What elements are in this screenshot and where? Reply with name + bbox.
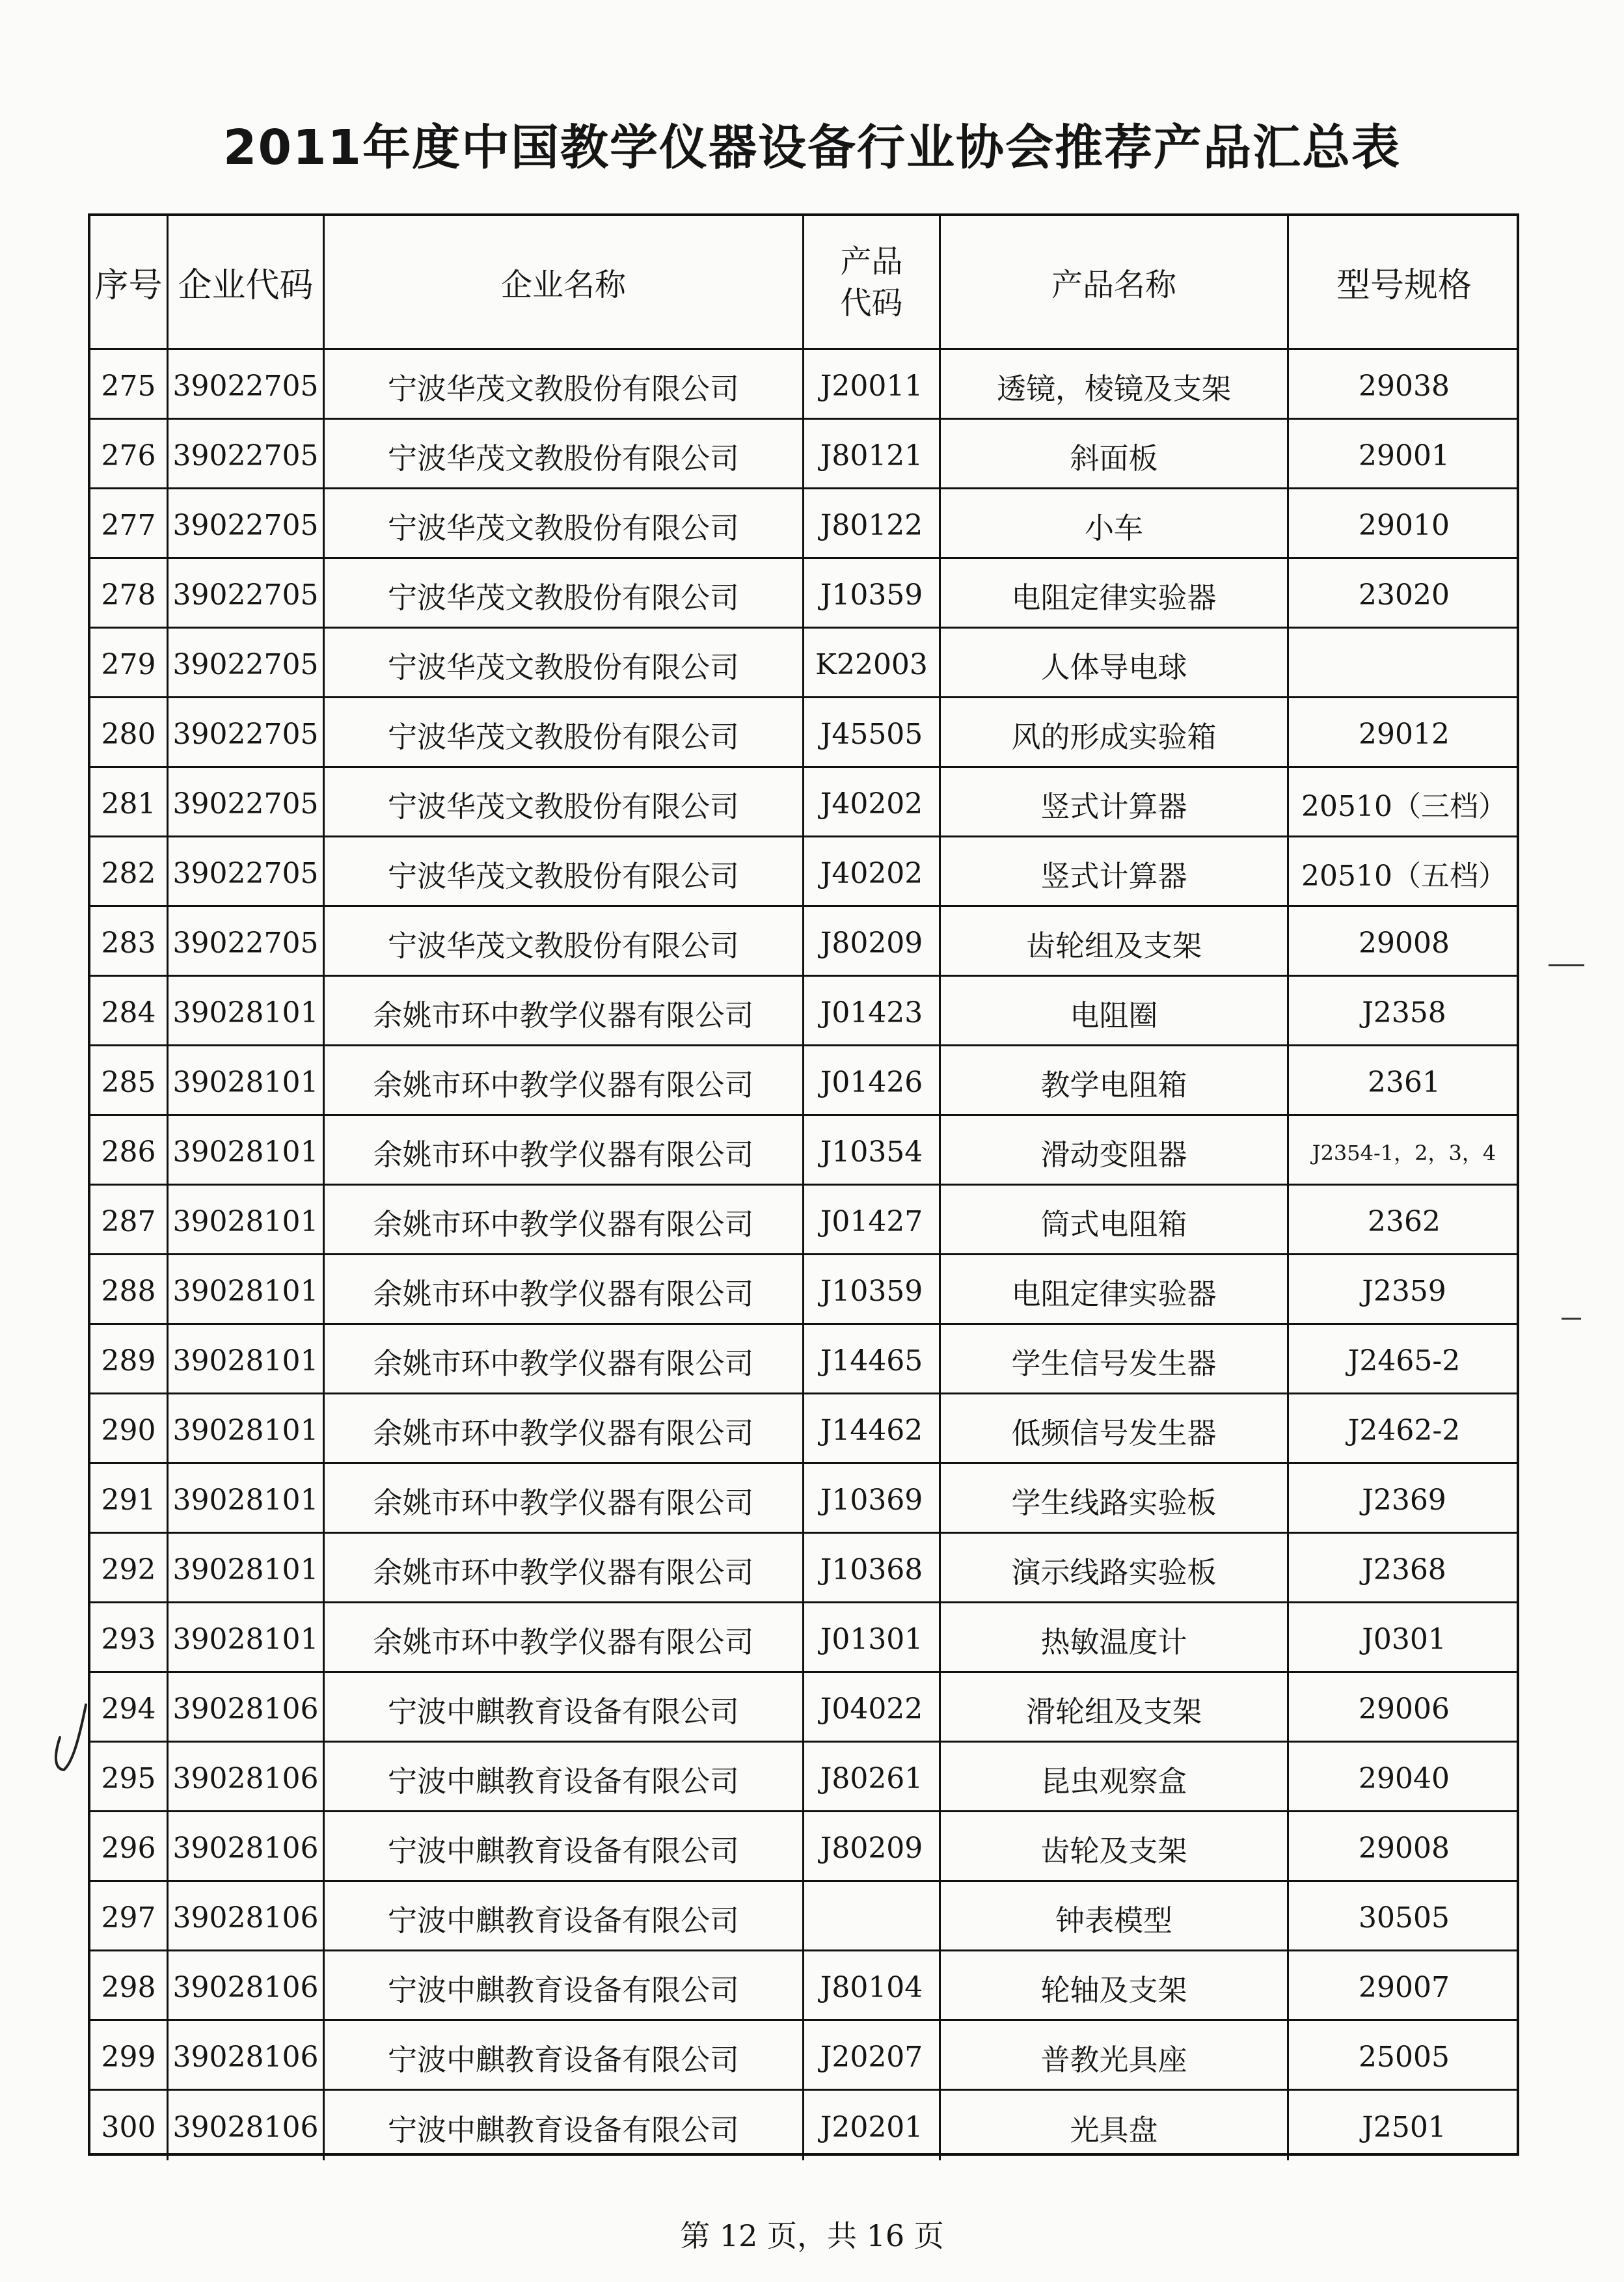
- cell-product-code: J40202: [804, 768, 941, 835]
- table-row: [90, 698, 1517, 768]
- cell-model: J2354-1，2，3，4: [1312, 1141, 1496, 1165]
- cell-model: J2359: [1362, 1274, 1446, 1308]
- cell-product-code: J20011: [804, 350, 941, 418]
- table-row: [90, 629, 1517, 698]
- table-row: [90, 2021, 1517, 2091]
- header-model: 型号规格: [1336, 266, 1472, 305]
- cell-seq: 288: [90, 1255, 169, 1323]
- table-row: [90, 2091, 1517, 2160]
- cell-company-code: 39022705: [169, 629, 325, 696]
- cell-model: 23020: [1359, 578, 1450, 612]
- cell-company-code: 39022705: [169, 559, 325, 627]
- table-row: [90, 1255, 1517, 1325]
- header-product-code-line1: 产品: [840, 243, 903, 280]
- cell-company-code: 39022705: [169, 350, 325, 418]
- cell-seq: 282: [90, 837, 169, 905]
- cell-product-name: 轮轴及支架: [941, 1951, 1289, 2019]
- table-row: [90, 1116, 1517, 1186]
- cell-product-code: J10359: [804, 1255, 941, 1323]
- scan-mark: [1549, 964, 1584, 966]
- header-product-name: 产品名称: [941, 216, 1289, 348]
- cell-company-name: 余姚市环中教学仪器有限公司: [325, 1464, 804, 1532]
- cell-company-code: 39028101: [169, 1325, 325, 1392]
- cell-company-code: 39028106: [169, 1743, 325, 1810]
- cell-company-name: 宁波华茂文教股份有限公司: [325, 698, 804, 766]
- product-table: [88, 213, 1519, 2156]
- cell-company-name: 余姚市环中教学仪器有限公司: [325, 1394, 804, 1462]
- table-row: [90, 1325, 1517, 1394]
- cell-company-code: 39022705: [169, 768, 325, 835]
- cell-product-code: [804, 1882, 941, 1949]
- cell-product-name: 筒式电阻箱: [941, 1186, 1289, 1253]
- cell-model: J2501: [1362, 2111, 1446, 2144]
- cell-company-name: 宁波中麒教育设备有限公司: [325, 1951, 804, 2019]
- cell-product-name: 电阻定律实验器: [941, 1255, 1289, 1323]
- cell-company-name: 宁波中麒教育设备有限公司: [325, 1673, 804, 1741]
- cell-model: J2358: [1362, 996, 1446, 1029]
- cell-product-name: 演示线路实验板: [941, 1534, 1289, 1601]
- cell-product-code: J40202: [804, 837, 941, 905]
- cell-product-name: 风的形成实验箱: [941, 698, 1289, 766]
- cell-company-code: 39022705: [169, 489, 325, 557]
- cell-product-code: J01426: [804, 1046, 941, 1114]
- table-row: [90, 907, 1517, 977]
- cell-company-name: 余姚市环中教学仪器有限公司: [325, 1116, 804, 1184]
- cell-company-name: 宁波中麒教育设备有限公司: [325, 1812, 804, 1880]
- cell-company-name: 余姚市环中教学仪器有限公司: [325, 1534, 804, 1601]
- cell-model: 20510（三档）: [1301, 790, 1507, 823]
- cell-product-code: J01301: [804, 1603, 941, 1671]
- table-row: [90, 768, 1517, 837]
- table-row: [90, 1534, 1517, 1603]
- header-product-code-line2: 代码: [840, 284, 903, 321]
- cell-seq: 300: [90, 2091, 169, 2160]
- cell-company-name: 宁波中麒教育设备有限公司: [325, 2021, 804, 2089]
- cell-company-code: 39028106: [169, 1673, 325, 1741]
- cell-product-name: 斜面板: [941, 420, 1289, 487]
- cell-model: J2462-2: [1347, 1413, 1461, 1447]
- cell-seq: 285: [90, 1046, 169, 1114]
- cell-seq: 286: [90, 1116, 169, 1184]
- cell-seq: 276: [90, 420, 169, 487]
- table-row: [90, 1186, 1517, 1255]
- cell-product-name: 小车: [941, 489, 1289, 557]
- cell-product-name: 滑动变阻器: [941, 1116, 1289, 1184]
- cell-product-name: 电阻定律实验器: [941, 559, 1289, 627]
- cell-seq: 290: [90, 1394, 169, 1462]
- cell-product-code: J80122: [804, 489, 941, 557]
- cell-company-code: 39028101: [169, 1116, 325, 1184]
- cell-company-name: 宁波中麒教育设备有限公司: [325, 2091, 804, 2160]
- cell-product-name: 透镜，棱镜及支架: [941, 350, 1289, 418]
- cell-product-name: 滑轮组及支架: [941, 1673, 1289, 1741]
- cell-product-code: J14462: [804, 1394, 941, 1462]
- cell-company-code: 39022705: [169, 420, 325, 487]
- cell-model: 29001: [1359, 439, 1450, 472]
- cell-product-code: J20207: [804, 2021, 941, 2089]
- cell-company-name: 宁波华茂文教股份有限公司: [325, 907, 804, 975]
- cell-model: 30505: [1359, 1901, 1450, 1935]
- cell-company-code: 39028101: [169, 1186, 325, 1253]
- cell-product-name: 齿轮组及支架: [941, 907, 1289, 975]
- cell-company-code: 39028101: [169, 1534, 325, 1601]
- cell-seq: 278: [90, 559, 169, 627]
- cell-model: J2465-2: [1347, 1344, 1461, 1378]
- cell-product-name: 钟表模型: [941, 1882, 1289, 1949]
- cell-model: 29006: [1359, 1692, 1450, 1726]
- checkmark-icon: [46, 1692, 98, 1776]
- cell-company-name: 宁波华茂文教股份有限公司: [325, 420, 804, 487]
- table-row: [90, 1464, 1517, 1534]
- cell-company-code: 39028101: [169, 1603, 325, 1671]
- cell-product-code: K22003: [804, 629, 941, 696]
- cell-seq: 275: [90, 350, 169, 418]
- cell-company-name: 余姚市环中教学仪器有限公司: [325, 1255, 804, 1323]
- cell-product-name: 电阻圈: [941, 977, 1289, 1044]
- cell-product-name: 教学电阻箱: [941, 1046, 1289, 1114]
- scan-mark: [1562, 1318, 1581, 1320]
- cell-model: 29010: [1359, 508, 1450, 542]
- cell-company-name: 宁波华茂文教股份有限公司: [325, 559, 804, 627]
- cell-model: 29040: [1359, 1761, 1450, 1795]
- table-row: [90, 1394, 1517, 1464]
- cell-model: [1289, 629, 1519, 696]
- table-row: [90, 1743, 1517, 1812]
- cell-product-code: J10369: [804, 1464, 941, 1532]
- cell-model: J2369: [1362, 1483, 1446, 1517]
- cell-company-code: 39028101: [169, 977, 325, 1044]
- cell-product-code: J10359: [804, 559, 941, 627]
- cell-model: J0301: [1362, 1622, 1446, 1656]
- page-footer: 第 12 页，共 16 页: [680, 2218, 944, 2253]
- cell-model: 29007: [1359, 1970, 1450, 2004]
- cell-product-code: J80104: [804, 1951, 941, 2019]
- cell-product-code: J14465: [804, 1325, 941, 1392]
- cell-seq: 280: [90, 698, 169, 766]
- cell-product-code: J10368: [804, 1534, 941, 1601]
- header-product-code: [804, 216, 941, 348]
- header-seq: 序号: [90, 216, 169, 348]
- cell-model: 2362: [1368, 1204, 1441, 1238]
- cell-model: 25005: [1359, 2040, 1450, 2074]
- cell-product-name: 光具盘: [941, 2091, 1289, 2160]
- cell-product-name: 人体导电球: [941, 629, 1289, 696]
- cell-company-code: 39028101: [169, 1394, 325, 1462]
- cell-model: J2368: [1362, 1553, 1446, 1586]
- cell-seq: 295: [90, 1743, 169, 1810]
- cell-company-name: 宁波中麒教育设备有限公司: [325, 1882, 804, 1949]
- cell-product-name: 低频信号发生器: [941, 1394, 1289, 1462]
- cell-company-name: 宁波华茂文教股份有限公司: [325, 768, 804, 835]
- table-row: [90, 837, 1517, 907]
- cell-company-code: 39028106: [169, 2021, 325, 2089]
- cell-product-name: 竖式计算器: [941, 768, 1289, 835]
- cell-company-name: 余姚市环中教学仪器有限公司: [325, 1186, 804, 1253]
- cell-model: 20510（五档）: [1301, 860, 1507, 893]
- cell-product-name: 学生信号发生器: [941, 1325, 1289, 1392]
- table-row: [90, 1603, 1517, 1673]
- cell-seq: 293: [90, 1603, 169, 1671]
- cell-company-code: 39028101: [169, 1046, 325, 1114]
- cell-seq: 297: [90, 1882, 169, 1949]
- cell-seq: 299: [90, 2021, 169, 2089]
- cell-seq: 284: [90, 977, 169, 1044]
- cell-product-name: 热敏温度计: [941, 1603, 1289, 1671]
- cell-company-name: 余姚市环中教学仪器有限公司: [325, 977, 804, 1044]
- cell-seq: 287: [90, 1186, 169, 1253]
- cell-product-code: J10354: [804, 1116, 941, 1184]
- cell-product-code: J80209: [804, 1812, 941, 1880]
- cell-company-name: 宁波中麒教育设备有限公司: [325, 1743, 804, 1810]
- cell-company-code: 39028106: [169, 1882, 325, 1949]
- cell-company-code: 39022705: [169, 907, 325, 975]
- cell-company-name: 宁波华茂文教股份有限公司: [325, 837, 804, 905]
- cell-company-code: 39022705: [169, 837, 325, 905]
- cell-model: 29008: [1359, 1831, 1450, 1865]
- cell-model: 29038: [1359, 369, 1450, 403]
- cell-company-name: 宁波华茂文教股份有限公司: [325, 350, 804, 418]
- cell-seq: 298: [90, 1951, 169, 2019]
- cell-seq: 279: [90, 629, 169, 696]
- cell-model: 2361: [1368, 1065, 1441, 1099]
- cell-company-name: 宁波华茂文教股份有限公司: [325, 629, 804, 696]
- cell-model: 29008: [1359, 926, 1450, 960]
- cell-product-name: 竖式计算器: [941, 837, 1289, 905]
- header-company-name: 企业名称: [325, 216, 804, 348]
- cell-product-code: J80261: [804, 1743, 941, 1810]
- table-row: [90, 1812, 1517, 1882]
- table-row: [90, 420, 1517, 489]
- cell-seq: 294: [90, 1673, 169, 1741]
- cell-company-code: 39022705: [169, 698, 325, 766]
- cell-product-name: 学生线路实验板: [941, 1464, 1289, 1532]
- cell-product-code: J01427: [804, 1186, 941, 1253]
- cell-product-code: J80121: [804, 420, 941, 487]
- table-row: [90, 1673, 1517, 1743]
- cell-company-code: 39028106: [169, 1951, 325, 2019]
- table-row: [90, 1882, 1517, 1951]
- table-row: [90, 559, 1517, 629]
- cell-product-code: J20201: [804, 2091, 941, 2160]
- cell-product-code: J04022: [804, 1673, 941, 1741]
- page-title: 2011年度中国教学仪器设备行业协会推荐产品汇总表: [223, 120, 1401, 176]
- cell-seq: 291: [90, 1464, 169, 1532]
- cell-product-name: 普教光具座: [941, 2021, 1289, 2089]
- cell-company-name: 余姚市环中教学仪器有限公司: [325, 1325, 804, 1392]
- table-row: [90, 1951, 1517, 2021]
- cell-company-code: 39028106: [169, 1812, 325, 1880]
- table-row: [90, 350, 1517, 420]
- cell-company-code: 39028106: [169, 2091, 325, 2160]
- cell-product-code: J80209: [804, 907, 941, 975]
- cell-seq: 292: [90, 1534, 169, 1601]
- cell-product-code: J01423: [804, 977, 941, 1044]
- cell-seq: 281: [90, 768, 169, 835]
- cell-seq: 277: [90, 489, 169, 557]
- header-company-code: 企业代码: [169, 216, 325, 348]
- cell-seq: 283: [90, 907, 169, 975]
- cell-company-name: 余姚市环中教学仪器有限公司: [325, 1046, 804, 1114]
- cell-seq: 289: [90, 1325, 169, 1392]
- cell-company-code: 39028101: [169, 1464, 325, 1532]
- cell-model: 29012: [1359, 717, 1450, 751]
- table-header: [90, 216, 1517, 350]
- cell-company-code: 39028101: [169, 1255, 325, 1323]
- table-row: [90, 489, 1517, 559]
- cell-company-name: 余姚市环中教学仪器有限公司: [325, 1603, 804, 1671]
- cell-company-name: 宁波华茂文教股份有限公司: [325, 489, 804, 557]
- cell-product-name: 昆虫观察盒: [941, 1743, 1289, 1810]
- table-row: [90, 977, 1517, 1046]
- table-row: [90, 1046, 1517, 1116]
- cell-product-name: 齿轮及支架: [941, 1812, 1289, 1880]
- cell-seq: 296: [90, 1812, 169, 1880]
- cell-product-code: J45505: [804, 698, 941, 766]
